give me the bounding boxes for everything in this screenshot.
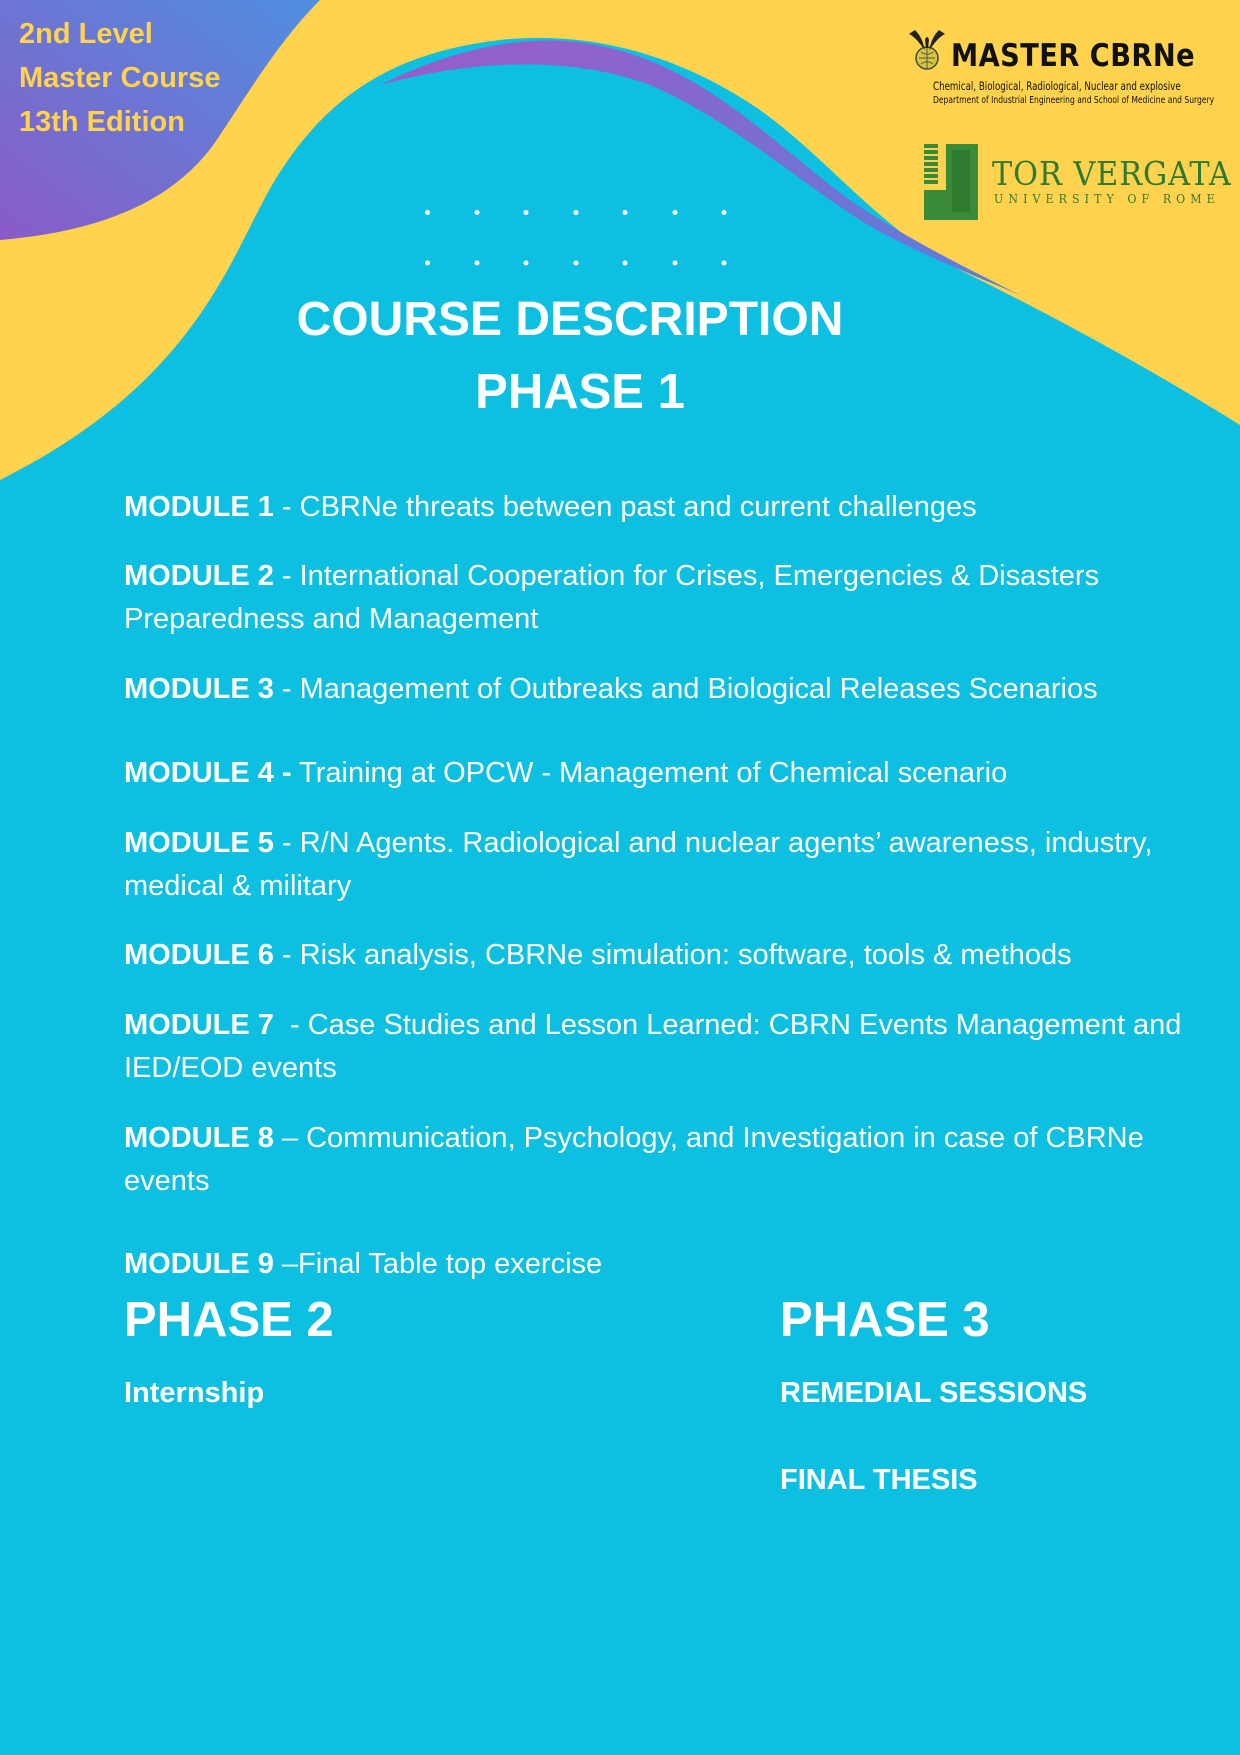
cbrne-logo-subtitle: Chemical, Biological, Radiological, Nuclear and explosive [933, 79, 1181, 93]
tor-vergata-subtitle: UNIVERSITY OF ROME [994, 192, 1220, 206]
cbrne-logo-name: MASTER CBRNe [951, 38, 1196, 74]
module-7: MODULE 7 - Case Studies and Lesson Learned: CBRN Events Management and IED/EOD events [124, 1009, 1182, 1084]
eagle-globe-icon [905, 28, 949, 78]
module-2: MODULE 2 - International Cooperation for Crises, Emergencies & Disasters Preparedness and Management [124, 560, 1100, 635]
decorative-dots [425, 210, 735, 270]
edition-line-1: 2nd Level [19, 18, 153, 50]
tor-vergata-name: TOR VERGATA [992, 154, 1232, 193]
edition-label [19, 12, 220, 144]
phase-2-item-internship: Internship [124, 1377, 265, 1409]
edition-line-2: Master Course [19, 62, 221, 94]
master-cbrne-logo [905, 28, 1225, 118]
module-9: MODULE 9 –Final Table top exercise [124, 1248, 603, 1280]
module-3: MODULE 3 - Management of Outbreaks and Biological Releases Scenarios [124, 673, 1098, 705]
page-title: COURSE DESCRIPTION [296, 293, 844, 346]
tor-vergata-logo [922, 144, 1232, 220]
module-8: MODULE 8 – Communication, Psychology, and Investigation in case of CBRNe events [124, 1122, 1144, 1197]
phase-2-heading: PHASE 2 [124, 1293, 334, 1347]
phase-1-heading: PHASE 1 [475, 365, 685, 419]
phase-3-heading: PHASE 3 [780, 1293, 990, 1347]
cbrne-logo-department: Department of Industrial Engineering and School of Medicine and Surgery [933, 95, 1215, 106]
module-4: MODULE 4 - Training at OPCW - Management of Chemical scenario [124, 757, 1008, 789]
module-6: MODULE 6 - Risk analysis, CBRNe simulation: software, tools & methods [124, 939, 1072, 971]
phase-3-item-remedial-sessions: REMEDIAL SESSIONS [780, 1377, 1088, 1409]
module-1: MODULE 1 - CBRNe threats between past and current challenges [124, 491, 977, 523]
tor-vergata-tower-icon [922, 144, 978, 220]
edition-line-3: 13th Edition [19, 106, 185, 138]
phase-3-item-final-thesis: FINAL THESIS [780, 1464, 978, 1496]
module-5: MODULE 5 - R/N Agents. Radiological and nuclear agents’ awareness, industry, medical & military [124, 827, 1153, 902]
